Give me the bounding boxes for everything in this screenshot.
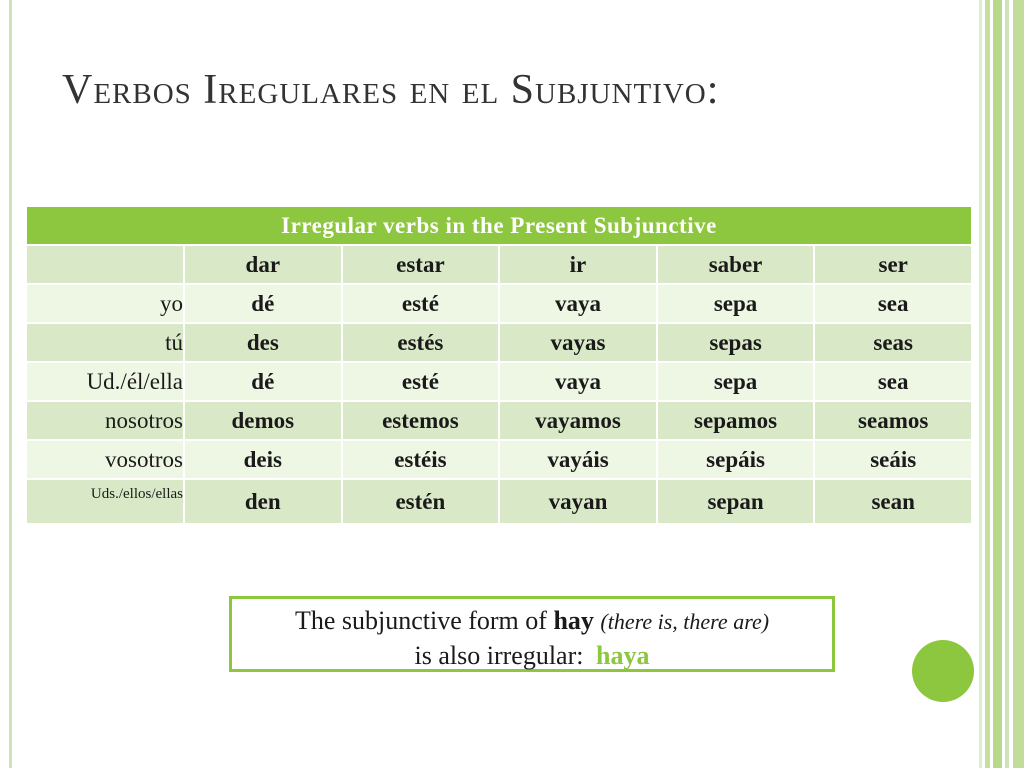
verb-header: ir bbox=[499, 245, 657, 284]
table-caption-row bbox=[26, 206, 972, 245]
form-cell: esté bbox=[342, 284, 500, 323]
form-cell: vayamos bbox=[499, 401, 657, 440]
table-row bbox=[26, 362, 972, 401]
form-cell: sepamos bbox=[657, 401, 815, 440]
verb-header: dar bbox=[184, 245, 342, 284]
form-cell: sepa bbox=[657, 284, 815, 323]
form-cell: estéis bbox=[342, 440, 500, 479]
note-gloss: (there is, there are) bbox=[600, 609, 770, 634]
verb-header: saber bbox=[657, 245, 815, 284]
form-cell: sepan bbox=[657, 479, 815, 524]
decor-stripe bbox=[985, 0, 990, 768]
verb-header: estar bbox=[342, 245, 500, 284]
table-row bbox=[26, 323, 972, 362]
form-cell: estén bbox=[342, 479, 500, 524]
table-caption: Irregular verbs in the Present Subjunctive bbox=[26, 206, 972, 245]
decor-stripe bbox=[1005, 0, 1009, 768]
note-keyword: hay bbox=[553, 606, 594, 635]
form-cell: demos bbox=[184, 401, 342, 440]
note-prefix: The subjunctive form of bbox=[294, 606, 554, 635]
form-cell: vayas bbox=[499, 323, 657, 362]
form-cell: sepáis bbox=[657, 440, 815, 479]
verb-header-row bbox=[26, 245, 972, 284]
form-cell: dé bbox=[184, 362, 342, 401]
pronoun-cell: tú bbox=[26, 323, 184, 362]
verb-conjugation-table bbox=[25, 205, 973, 525]
form-cell: vaya bbox=[499, 284, 657, 323]
note-line-2 bbox=[232, 639, 832, 673]
form-cell: des bbox=[184, 323, 342, 362]
form-cell: vaya bbox=[499, 362, 657, 401]
form-cell: seas bbox=[814, 323, 972, 362]
note-answer: haya bbox=[595, 641, 650, 670]
header-empty-cell bbox=[26, 245, 184, 284]
verb-header: ser bbox=[814, 245, 972, 284]
pronoun-cell: nosotros bbox=[26, 401, 184, 440]
pronoun-cell: Ud./él/ella bbox=[26, 362, 184, 401]
table-row bbox=[26, 440, 972, 479]
slide-title: Verbos Iregulares en el Subjuntivo: bbox=[62, 67, 720, 113]
table-row bbox=[26, 401, 972, 440]
form-cell: deis bbox=[184, 440, 342, 479]
form-cell: sepas bbox=[657, 323, 815, 362]
hay-note-box bbox=[229, 596, 835, 672]
pronoun-cell: yo bbox=[26, 284, 184, 323]
note-line-1 bbox=[232, 604, 832, 639]
form-cell: seamos bbox=[814, 401, 972, 440]
form-cell: vayáis bbox=[499, 440, 657, 479]
table-row bbox=[26, 479, 972, 524]
form-cell: den bbox=[184, 479, 342, 524]
form-cell: sea bbox=[814, 362, 972, 401]
form-cell: esté bbox=[342, 362, 500, 401]
note-line2-prefix: is also irregular: bbox=[414, 641, 590, 670]
left-frame-line bbox=[9, 0, 12, 768]
form-cell: sea bbox=[814, 284, 972, 323]
pronoun-cell: vosotros bbox=[26, 440, 184, 479]
form-cell: vayan bbox=[499, 479, 657, 524]
table-row bbox=[26, 284, 972, 323]
form-cell: sepa bbox=[657, 362, 815, 401]
form-cell: estemos bbox=[342, 401, 500, 440]
decor-green-dot bbox=[912, 640, 974, 702]
form-cell: seáis bbox=[814, 440, 972, 479]
decor-stripe bbox=[979, 0, 982, 768]
decor-stripe bbox=[993, 0, 1002, 768]
form-cell: dé bbox=[184, 284, 342, 323]
form-cell: sean bbox=[814, 479, 972, 524]
form-cell: estés bbox=[342, 323, 500, 362]
pronoun-cell: Uds./ellos/ellas bbox=[26, 479, 184, 524]
decor-stripe bbox=[1013, 0, 1024, 768]
